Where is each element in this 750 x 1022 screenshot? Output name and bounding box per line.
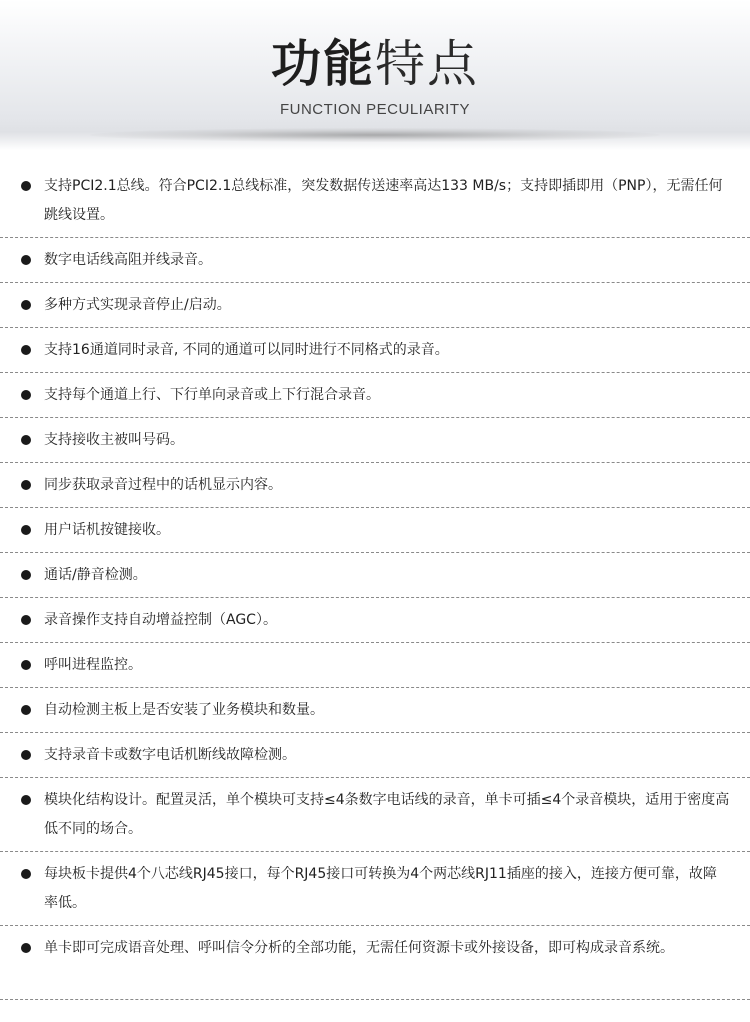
bullet-icon: [21, 570, 31, 580]
bullet-icon: [21, 255, 31, 265]
feature-item: [0, 283, 750, 328]
bullet-icon: [21, 615, 31, 625]
bullet-icon: [21, 869, 31, 879]
feature-item: [0, 778, 750, 852]
feature-text: 数字电话线高阻并线录音。: [44, 252, 212, 268]
feature-item: [0, 373, 750, 418]
page-subtitle: FUNCTION PECULIARITY: [279, 101, 470, 118]
feature-item: [0, 328, 750, 373]
feature-text: 支持接收主被叫号码。: [44, 432, 184, 448]
feature-item: [0, 688, 750, 733]
header-shadow: [90, 128, 660, 142]
feature-text: 支持每个通道上行、下行单向录音或上下行混合录音。: [44, 387, 380, 403]
header-banner: [0, 0, 750, 150]
feature-text: 支持16通道同时录音, 不同的通道可以同时进行不同格式的录音。: [44, 342, 449, 358]
feature-text: 模块化结构设计。配置灵活，单个模块可支持≤4条数字电话线的录音，单卡可插≤4个录音模块，适用于密度高低不同的场合。: [44, 792, 730, 837]
bullet-icon: [21, 480, 31, 490]
feature-item: [0, 553, 750, 598]
bullet-icon: [21, 435, 31, 445]
page-title: [0, 34, 750, 94]
bullet-icon: [21, 390, 31, 400]
feature-item: [0, 643, 750, 688]
feature-text: 单卡即可完成语音处理、呼叫信令分析的全部功能，无需任何资源卡或外接设备，即可构成录音系统。: [44, 940, 674, 956]
feature-text: 录音操作支持自动增益控制（AGC）。: [44, 612, 277, 628]
feature-list: [0, 164, 750, 1000]
bullet-icon: [21, 660, 31, 670]
bullet-icon: [21, 705, 31, 715]
feature-item: [0, 733, 750, 778]
feature-item: [0, 238, 750, 283]
bullet-icon: [21, 300, 31, 310]
feature-item: [0, 418, 750, 463]
bullet-icon: [21, 181, 31, 191]
feature-text: 支持PCI2.1总线。符合PCI2.1总线标准，突发数据传送速率高达133 MB/s；支持即插即用（PNP），无需任何跳线设置。: [44, 178, 723, 223]
feature-item: [0, 852, 750, 926]
feature-text: 通话/静音检测。: [44, 567, 147, 583]
feature-item: [0, 926, 750, 1000]
feature-item: [0, 164, 750, 238]
bullet-icon: [21, 795, 31, 805]
feature-text: 多种方式实现录音停止/启动。: [44, 297, 231, 313]
bullet-icon: [21, 525, 31, 535]
page-title-bold: 功能: [271, 35, 375, 93]
feature-text: 呼叫进程监控。: [44, 657, 142, 673]
feature-item: [0, 598, 750, 643]
bullet-icon: [21, 750, 31, 760]
feature-text: 每块板卡提供4个八芯线RJ45接口，每个RJ45接口可转换为4个两芯线RJ11插座的接入，连接方便可靠，故障率低。: [44, 866, 717, 911]
feature-item: [0, 508, 750, 553]
feature-text: 同步获取录音过程中的话机显示内容。: [44, 477, 282, 493]
bullet-icon: [21, 345, 31, 355]
feature-item: [0, 463, 750, 508]
feature-text: 支持录音卡或数字电话机断线故障检测。: [44, 747, 296, 763]
bullet-icon: [21, 943, 31, 953]
feature-text: 用户话机按键接收。: [44, 522, 170, 538]
page-title-light: 特点: [375, 35, 479, 93]
feature-text: 自动检测主板上是否安装了业务模块和数量。: [44, 702, 324, 718]
